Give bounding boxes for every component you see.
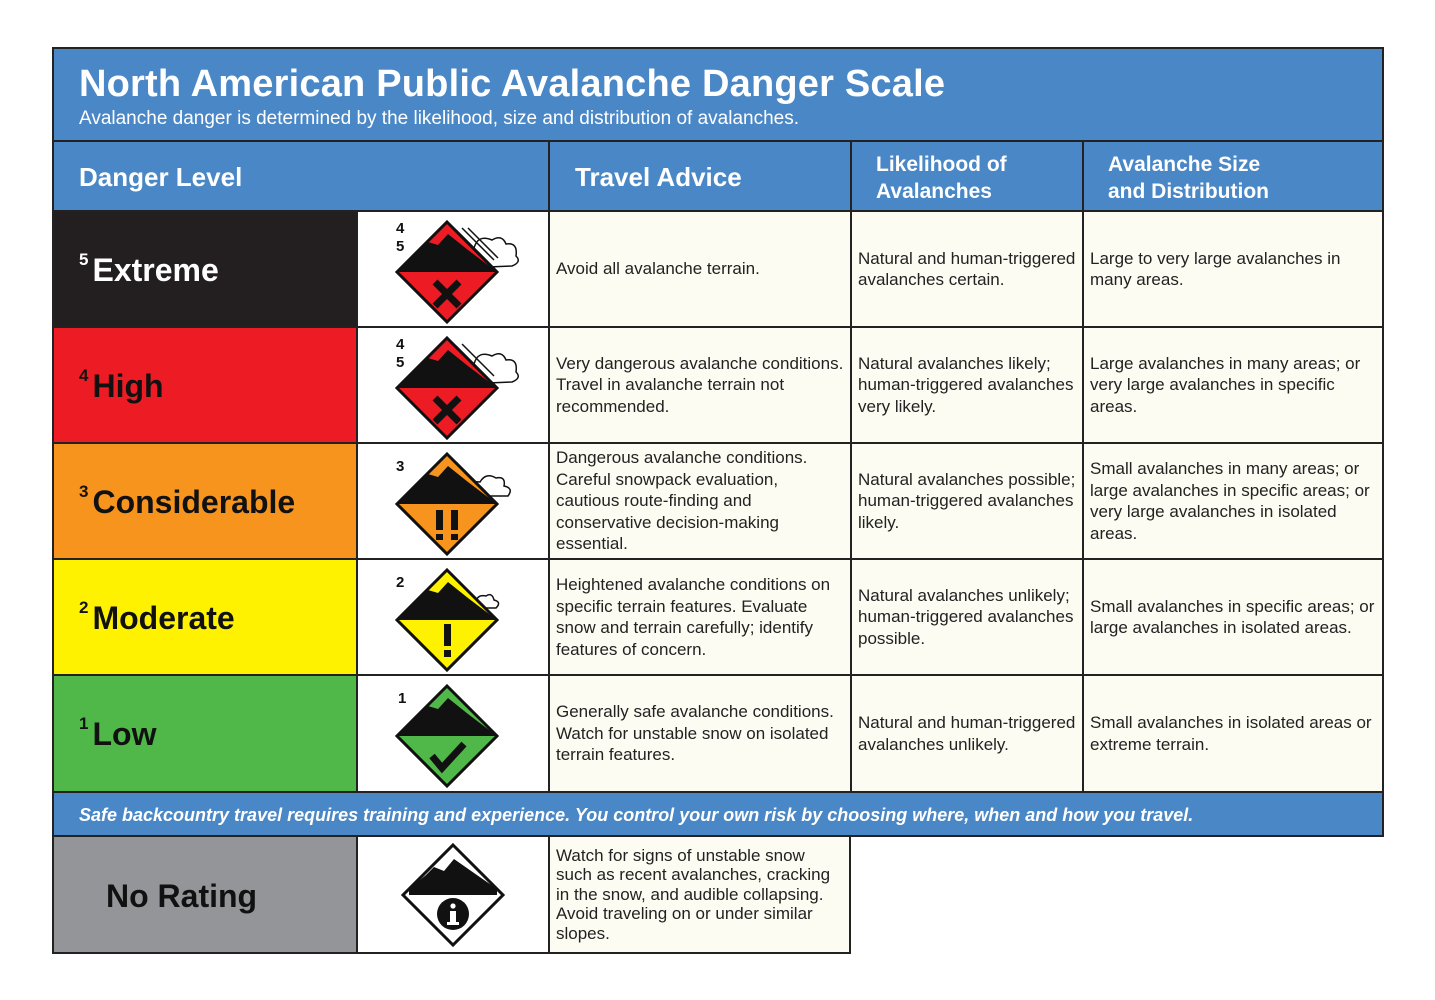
travel-advice-high <box>550 328 852 444</box>
level-number: 3 <box>79 482 89 501</box>
cell-text: Watch for signs of unstable snow such as recent avalanches, cracking in the snow, and audible collapsing. Avoid traveling on or under similar slopes. <box>556 845 831 943</box>
danger-scale-table <box>52 47 1384 837</box>
cell-text: Heightened avalanche conditions on specific terrain features. Evaluate snow and terrain carefully; identify features of concern. <box>556 575 831 659</box>
low-danger-icon <box>358 676 552 791</box>
no-rating-label: No Rating <box>106 878 258 914</box>
icon-cell-extreme <box>356 212 550 328</box>
header-likelihood-line2: Avalanches <box>876 180 992 203</box>
travel-advice-no-rating <box>550 837 849 952</box>
no-rating-row <box>52 835 851 954</box>
level-considerable-label <box>79 484 295 521</box>
size-considerable <box>1084 444 1382 560</box>
header-size <box>1084 142 1382 212</box>
icon-cell-low <box>356 676 550 791</box>
cell-text: Small avalanches in many areas; or large avalanches in specific areas; or very large avalanches in isolated areas. <box>1090 459 1370 543</box>
likelihood-moderate <box>852 560 1084 676</box>
cell-text: Generally safe avalanche conditions. Watch for unstable snow on isolated terrain features. <box>556 702 834 765</box>
level-number: 5 <box>79 250 89 269</box>
likelihood-high <box>852 328 1084 444</box>
level-extreme <box>54 212 356 328</box>
size-high <box>1084 328 1382 444</box>
header-likelihood <box>852 142 1084 212</box>
footer-text: Safe backcountry travel requires training and experience. You control your own risk by choosing where, when and how you travel. <box>79 805 1194 825</box>
level-name: Considerable <box>92 484 296 520</box>
level-low <box>54 676 356 791</box>
icon-level-numbers: 2 <box>396 574 405 591</box>
considerable-danger-icon <box>358 444 552 560</box>
cell-text: Natural avalanches unlikely; human-triggered avalanches possible. <box>858 585 1074 648</box>
level-number: 2 <box>79 598 89 617</box>
icon-level-numbers: 4 5 <box>396 220 405 255</box>
level-number: 4 <box>79 366 89 385</box>
level-number: 1 <box>79 714 89 733</box>
high-danger-icon <box>358 328 552 444</box>
likelihood-considerable <box>852 444 1084 560</box>
cell-text: Small avalanches in specific areas; or large avalanches in isolated areas. <box>1090 596 1375 637</box>
level-moderate <box>54 560 356 676</box>
header-danger-level-label: Danger Level <box>79 162 243 192</box>
level-high <box>54 328 356 444</box>
header-likelihood-line1: Likelihood of <box>876 153 1007 176</box>
level-no-rating <box>54 837 356 952</box>
cell-text: Small avalanches in isolated areas or extreme terrain. <box>1090 713 1372 754</box>
level-name: Low <box>92 716 157 752</box>
icon-cell-high <box>356 328 550 444</box>
cell-text: Avoid all avalanche terrain. <box>556 259 760 279</box>
icon-cell-no-rating <box>356 837 550 952</box>
info-icon <box>358 837 548 952</box>
level-low-label <box>79 716 156 753</box>
level-moderate-label <box>79 600 235 637</box>
icon-cell-considerable <box>356 444 550 560</box>
size-moderate <box>1084 560 1382 676</box>
header-size-line2: and Distribution <box>1108 180 1269 203</box>
level-name: Moderate <box>92 600 235 636</box>
cell-text: Large to very large avalanches in many areas. <box>1090 248 1341 289</box>
level-considerable <box>54 444 356 560</box>
page-title: North American Public Avalanche Danger Scale <box>79 63 946 105</box>
footer-band <box>54 791 1382 835</box>
moderate-danger-icon <box>358 560 552 676</box>
level-name: High <box>92 368 164 404</box>
cell-text: Large avalanches in many areas; or very large avalanches in specific areas. <box>1090 353 1361 416</box>
level-high-label <box>79 368 164 405</box>
icon-level-numbers: 4 5 <box>396 336 405 371</box>
size-low <box>1084 676 1382 791</box>
title-band <box>54 49 1382 142</box>
travel-advice-low <box>550 676 852 791</box>
likelihood-extreme <box>852 212 1084 328</box>
cell-text: Dangerous avalanche conditions. Careful snowpack evaluation, cautious route-finding and conservative decision-making essential. <box>556 448 808 554</box>
size-extreme <box>1084 212 1382 328</box>
icon-level-numbers: 1 <box>398 690 407 707</box>
page-subtitle: Avalanche danger is determined by the likelihood, size and distribution of avalanches. <box>79 108 799 129</box>
header-size-line1: Avalanche Size <box>1108 153 1261 176</box>
level-name: Extreme <box>92 252 219 288</box>
cell-text: Natural avalanches possible; human-triggered avalanches likely. <box>858 469 1076 532</box>
cell-text: Natural and human-triggered avalanches unlikely. <box>858 713 1076 754</box>
icon-level-numbers: 3 <box>396 458 405 475</box>
header-travel-advice-label: Travel Advice <box>575 162 742 192</box>
cell-text: Natural avalanches likely; human-triggered avalanches very likely. <box>858 353 1074 416</box>
icon-cell-moderate <box>356 560 550 676</box>
extreme-danger-icon <box>358 212 552 328</box>
header-danger-level <box>54 142 550 212</box>
level-extreme-label <box>79 252 219 289</box>
cell-text: Very dangerous avalanche conditions. Travel in avalanche terrain not recommended. <box>556 353 844 416</box>
travel-advice-extreme <box>550 212 852 328</box>
travel-advice-considerable <box>550 444 852 560</box>
likelihood-low <box>852 676 1084 791</box>
cell-text: Natural and human-triggered avalanches certain. <box>858 248 1076 289</box>
travel-advice-moderate <box>550 560 852 676</box>
header-travel-advice <box>550 142 852 212</box>
